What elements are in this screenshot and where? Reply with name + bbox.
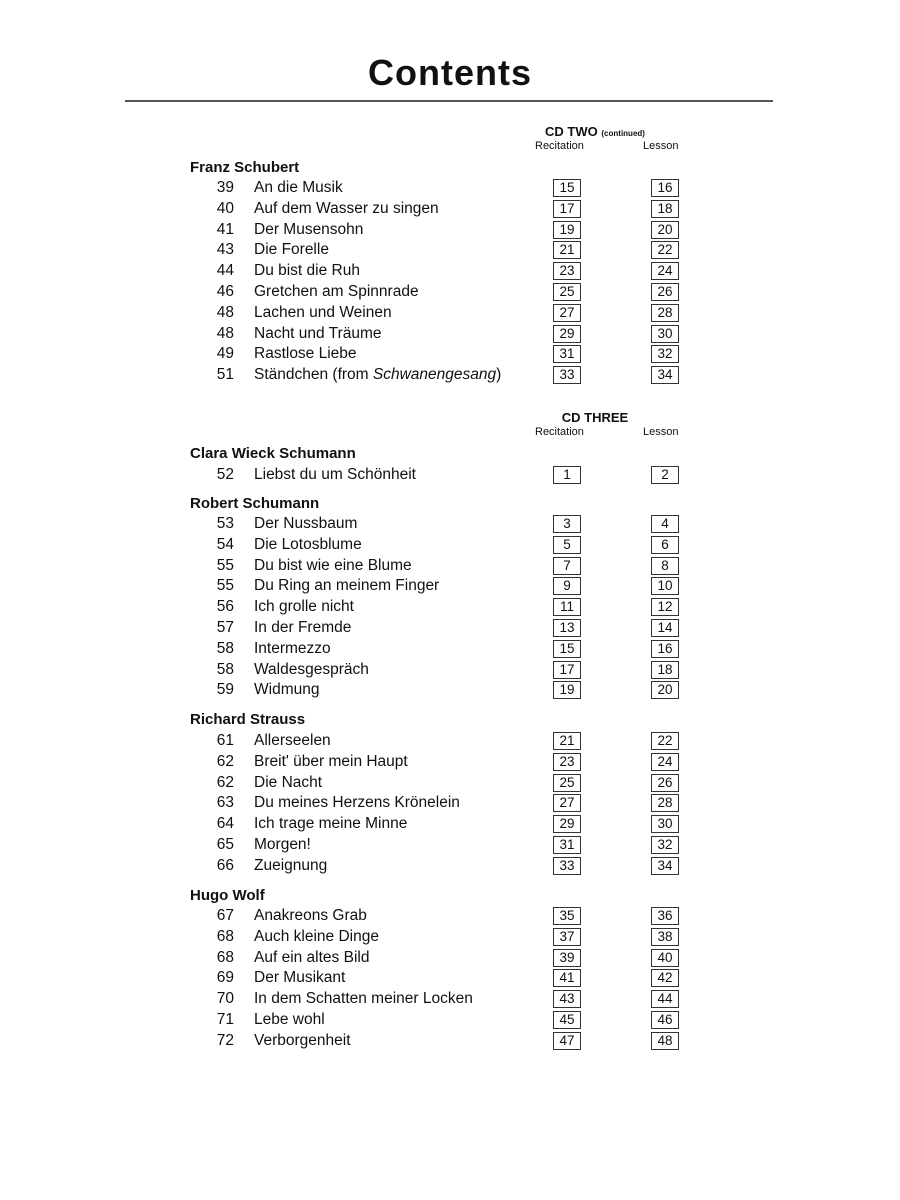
song-title-text: Ich grolle nicht [254,598,354,616]
song-title [254,575,439,596]
lesson-track-number: 16 [651,179,679,197]
song-row[interactable] [0,534,900,555]
lesson-track-number: 2 [651,466,679,484]
recitation-track-number: 19 [553,221,581,239]
recitation-track-number: 3 [553,515,581,533]
page-number: 44 [216,262,234,280]
song-row[interactable] [0,638,900,659]
recitation-track-number: 23 [553,262,581,280]
song-row[interactable] [0,575,900,596]
song-row[interactable] [0,792,900,813]
song-title [254,323,382,344]
song-row[interactable] [0,302,900,323]
song-row[interactable] [0,260,900,281]
song-row[interactable] [0,239,900,260]
page-number: 53 [216,515,234,532]
song-row[interactable] [0,988,900,1009]
page-number: 41 [216,220,234,238]
recitation-track-number: 21 [553,732,581,750]
song-title [254,679,319,700]
cd-two-recitation-header: Recitation [535,140,584,152]
page-number: 54 [216,535,234,553]
lesson-track-number: 40 [651,949,679,967]
composer-heading: Franz Schubert [190,159,300,176]
song-title [254,513,357,534]
lesson-track-number: 22 [651,241,679,259]
song-title-text: Zueignung [254,856,328,874]
cd-two-title [530,124,660,139]
page-number: 64 [216,815,234,833]
song-title-text: Waldesgespräch [254,660,369,678]
recitation-track-number: 27 [553,794,581,812]
song-title [254,638,331,659]
composer-heading: Robert Schumann [190,495,320,512]
lesson-track-number: 20 [651,221,679,239]
song-row[interactable] [0,834,900,855]
recitation-track-number: 41 [553,969,581,987]
page-number: 39 [216,179,234,196]
song-row[interactable] [0,1009,900,1030]
lesson-track-number: 24 [651,753,679,771]
recitation-track-number: 31 [553,836,581,854]
song-title-text: Auch kleine Dinge [254,927,379,945]
recitation-track-number: 43 [553,990,581,1008]
lesson-track-number: 26 [651,774,679,792]
lesson-track-number: 34 [651,366,679,384]
recitation-track-number: 23 [553,753,581,771]
page-number: 66 [216,856,234,874]
song-title [254,596,354,617]
song-title [254,1009,325,1030]
song-row[interactable] [0,513,900,534]
song-row[interactable] [0,679,900,700]
song-title [254,534,362,555]
lesson-track-number: 34 [651,857,679,875]
song-row[interactable] [0,177,900,198]
recitation-track-number: 29 [553,815,581,833]
song-title [254,239,329,260]
song-row[interactable] [0,464,900,485]
song-row[interactable] [0,596,900,617]
page-number: 48 [216,303,234,321]
song-title [254,1030,351,1051]
song-title-text: Lachen und Weinen [254,303,392,321]
song-title-text: Allerseelen [254,732,331,749]
song-title [254,177,343,198]
song-title [254,464,416,485]
lesson-track-number: 30 [651,325,679,343]
song-title [254,855,327,876]
song-title-text: Intermezzo [254,639,331,657]
song-title [254,281,419,302]
song-title [254,659,369,680]
lesson-track-number: 44 [651,990,679,1008]
lesson-track-number: 28 [651,794,679,812]
lesson-track-number: 26 [651,283,679,301]
page-number: 56 [216,598,234,616]
song-title [254,967,345,988]
recitation-track-number: 21 [553,241,581,259]
song-title-text: An die Musik [254,179,343,196]
lesson-track-number: 22 [651,732,679,750]
title-divider [125,100,773,102]
song-title-text: Du meines Herzens Krönelein [254,794,460,812]
composer-heading: Richard Strauss [190,711,306,728]
lesson-track-number: 4 [651,515,679,533]
song-row[interactable] [0,772,900,793]
song-row[interactable] [0,364,900,385]
song-title [254,751,408,772]
page-number: 67 [216,907,234,924]
recitation-track-number: 45 [553,1011,581,1029]
song-title [254,834,311,855]
lesson-track-number: 46 [651,1011,679,1029]
cd-two-header [530,124,700,160]
recitation-track-number: 33 [553,857,581,875]
page-number: 63 [216,794,234,812]
recitation-track-number: 37 [553,928,581,946]
song-row[interactable] [0,343,900,364]
page-number: 65 [216,836,234,853]
song-row[interactable] [0,855,900,876]
page-number: 55 [216,556,234,574]
song-row[interactable] [0,1030,900,1051]
cd-three-header [530,410,700,446]
lesson-track-number: 18 [651,661,679,679]
song-row[interactable] [0,751,900,772]
lesson-track-number: 36 [651,907,679,925]
lesson-track-number: 30 [651,815,679,833]
lesson-track-number: 20 [651,681,679,699]
page-title: Contents [368,52,532,93]
song-title-text: Die Nacht [254,773,323,791]
page-number: 62 [216,773,234,791]
song-row[interactable] [0,219,900,240]
recitation-track-number: 47 [553,1032,581,1050]
recitation-track-number: 25 [553,774,581,792]
page-number: 59 [216,681,234,699]
page-number: 58 [216,639,234,657]
page-number: 57 [216,619,234,636]
song-title-text: Der Musensohn [254,220,364,238]
song-row[interactable] [0,905,900,926]
recitation-track-number: 29 [553,325,581,343]
song-title-text: Lebe wohl [254,1011,325,1028]
page-number: 46 [216,283,234,300]
song-title [254,260,360,281]
song-title [254,988,473,1009]
cd-two-label: CD TWO [545,124,598,139]
song-title-text: Der Nussbaum [254,515,358,532]
cd-three-title: CD THREE [561,410,629,425]
song-title-text: Du bist wie eine Blume [254,556,412,574]
cd-two-continued-note: (continued) [601,129,645,138]
recitation-track-number: 17 [553,661,581,679]
song-title [254,772,322,793]
song-title-text: Du bist die Ruh [254,262,360,280]
song-title [254,813,407,834]
song-title-text: Liebst du um Schönheit [254,466,416,483]
song-title-text: Gretchen am Spinnrade [254,283,419,300]
lesson-track-number: 42 [651,969,679,987]
song-title-text: Auf dem Wasser zu singen [254,199,439,217]
song-row[interactable] [0,555,900,576]
lesson-track-number: 12 [651,598,679,616]
recitation-track-number: 31 [553,345,581,363]
page-number: 52 [216,466,234,483]
page-number: 70 [216,990,234,1008]
song-title [254,343,357,364]
song-title-text: Der Musikant [254,969,346,987]
song-row[interactable] [0,281,900,302]
lesson-track-number: 16 [651,640,679,658]
song-title [254,792,460,813]
song-row[interactable] [0,617,900,638]
lesson-track-number: 38 [651,928,679,946]
song-title-text: Die Forelle [254,241,329,259]
song-title-text: Rastlose Liebe [254,345,357,363]
recitation-track-number: 13 [553,619,581,637]
composer-heading: Clara Wieck Schumann [190,445,356,462]
page-number: 62 [216,752,234,770]
song-row[interactable] [0,323,900,344]
song-title-text: In dem Schatten meiner Locken [254,990,473,1008]
song-title-text: Widmung [254,681,320,699]
song-row[interactable] [0,947,900,968]
cd-three-recitation-header: Recitation [535,426,584,438]
page-number: 69 [216,969,234,987]
cd-two-lesson-header: Lesson [643,140,679,152]
lesson-track-number: 14 [651,619,679,637]
lesson-track-number: 10 [651,577,679,595]
lesson-track-number: 28 [651,304,679,322]
page-number: 68 [216,927,234,945]
page-number: 58 [216,660,234,678]
song-row[interactable] [0,659,900,680]
recitation-track-number: 35 [553,907,581,925]
page-number: 48 [216,324,234,342]
song-title-text: Auf ein altes Bild [254,948,370,966]
lesson-track-number: 32 [651,836,679,854]
lesson-track-number: 6 [651,536,679,554]
song-title [254,926,379,947]
recitation-track-number: 33 [553,366,581,384]
song-title [254,947,369,968]
page-number: 40 [216,199,234,217]
composer-heading: Hugo Wolf [190,887,265,904]
recitation-track-number: 1 [553,466,581,484]
recitation-track-number: 39 [553,949,581,967]
recitation-track-number: 25 [553,283,581,301]
song-title-end: ) [496,366,502,384]
song-title-text: Du Ring an meinem Finger [254,577,440,595]
song-title [254,617,351,638]
lesson-track-number: 8 [651,557,679,575]
page-number: 72 [216,1031,234,1049]
lesson-track-number: 24 [651,262,679,280]
page-number: 55 [216,577,234,595]
song-title [254,302,392,323]
song-title-text: Die Lotosblume [254,535,362,553]
song-title-text: Ich trage meine Minne [254,815,408,833]
recitation-track-number: 5 [553,536,581,554]
song-title [254,364,501,385]
lesson-track-number: 48 [651,1032,679,1050]
song-title [254,198,439,219]
song-title [254,905,367,926]
recitation-track-number: 27 [553,304,581,322]
song-title [254,555,412,576]
recitation-track-number: 7 [553,557,581,575]
song-title [254,219,363,240]
recitation-track-number: 19 [553,681,581,699]
page-number: 43 [216,241,234,259]
lesson-track-number: 18 [651,200,679,218]
cd-three-lesson-header: Lesson [643,426,679,438]
song-title-text: Anakreons Grab [254,907,367,924]
page-number: 49 [216,345,234,363]
song-row[interactable] [0,813,900,834]
recitation-track-number: 9 [553,577,581,595]
song-row[interactable] [0,967,900,988]
lesson-track-number: 32 [651,345,679,363]
song-title-italic: Schwanengesang [372,366,497,384]
song-title-text: In der Fremde [254,619,352,636]
song-row[interactable] [0,926,900,947]
recitation-track-number: 15 [553,179,581,197]
song-row[interactable] [0,730,900,751]
page-number: 68 [216,948,234,966]
song-row[interactable] [0,198,900,219]
song-title-text: Nacht und Träume [254,324,382,342]
song-title-text: Ständchen (from [254,366,373,384]
recitation-track-number: 11 [553,598,581,616]
page-number: 51 [216,366,234,384]
recitation-track-number: 17 [553,200,581,218]
song-title [254,730,331,751]
song-title-text: Morgen! [254,836,311,853]
page-number: 71 [216,1011,234,1028]
page-number: 61 [216,732,234,749]
song-title-text: Verborgenheit [254,1031,351,1049]
recitation-track-number: 15 [553,640,581,658]
song-title-text: Breit' über mein Haupt [254,752,408,770]
